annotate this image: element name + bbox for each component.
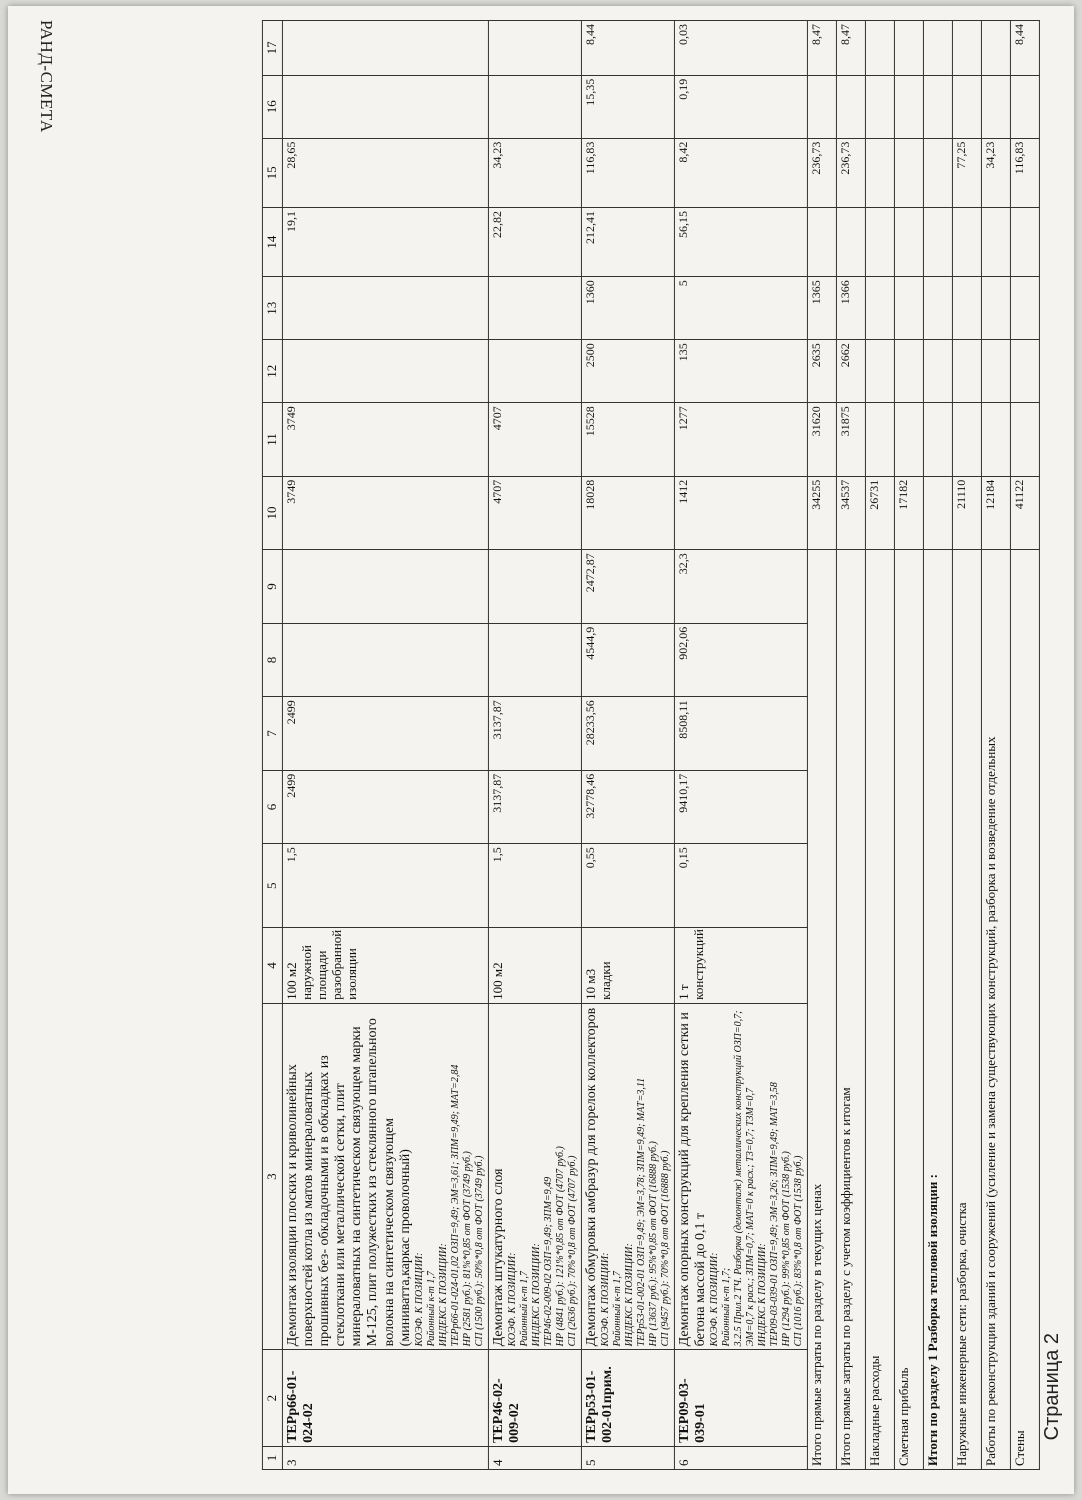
summary-value-c15 — [895, 138, 924, 207]
summary-value-c13 — [1011, 277, 1040, 340]
summary-value-c14 — [866, 207, 895, 276]
summary-value-c15 — [866, 138, 895, 207]
value-c12: 135 — [674, 340, 807, 403]
coefficient-note: СП (9457 руб.): 70%*0,8 от ФОТ (16888 руб.) — [659, 1150, 671, 1347]
coefficient-note: НР (2581 руб.): 81%*0,85 от ФОТ (3749 руб.) — [461, 1151, 473, 1347]
value-c8 — [488, 623, 581, 697]
value-c16 — [282, 75, 488, 138]
work-description — [674, 1003, 807, 1349]
summary-value-c13 — [924, 277, 953, 340]
column-number-row — [262, 21, 282, 1470]
coefficient-note: СП (2636 руб.): 70%*0,8 от ФОТ (4707 руб.) — [566, 1155, 578, 1347]
table-row — [488, 21, 581, 1470]
value-c10: 1412 — [674, 476, 807, 550]
summary-value-c10: 34537 — [837, 476, 866, 550]
document-page — [8, 6, 1074, 1494]
value-c9 — [282, 550, 488, 624]
coefficient-note: НР (4841 руб.): 121%*0,85 от ФОТ (4707 руб.) — [554, 1146, 566, 1347]
value-c8 — [282, 623, 488, 697]
value-c14: 19,1 — [282, 207, 488, 276]
rotated-content — [20, 20, 1063, 1480]
summary-value-c16 — [953, 75, 982, 138]
coefficient-note: СП (1500 руб.): 50%*0,8 от ФОТ (3749 руб.) — [473, 1155, 485, 1347]
summary-label: Итого прямые затраты по разделу в текущих ценах — [808, 550, 837, 1470]
summary-row — [953, 21, 982, 1470]
summary-value-c12 — [1011, 340, 1040, 403]
summary-label: Сметная прибыль — [895, 550, 924, 1470]
summary-value-c17: 8,47 — [808, 21, 837, 76]
value-c13: 1360 — [581, 277, 674, 340]
summary-value-c13: 1365 — [808, 277, 837, 340]
summary-label: Накладные расходы — [866, 550, 895, 1470]
summary-value-c14 — [895, 207, 924, 276]
value-c10: 18028 — [581, 476, 674, 550]
summary-value-c15: 34,23 — [982, 138, 1011, 207]
summary-value-c17 — [895, 21, 924, 76]
table-row — [674, 21, 807, 1470]
summary-value-c11 — [953, 403, 982, 477]
summary-value-c16 — [982, 75, 1011, 138]
summary-row — [1011, 21, 1040, 1470]
coefficient-note: НР (1294 руб.): 99%*0,85 от ФОТ (1538 руб.) — [781, 1151, 792, 1347]
summary-value-c15: 236,73 — [808, 138, 837, 207]
column-number-9: 9 — [262, 550, 282, 624]
summary-value-c10: 17182 — [895, 476, 924, 550]
table-row — [282, 21, 488, 1470]
summary-value-c11: 31620 — [808, 403, 837, 477]
coefficient-note: ТЕРр53-01-002-01 ОЗП=9,49; ЭМ=3,78; ЗПМ=9,49; МАТ=3,11 — [635, 1077, 647, 1347]
column-number-1: 1 — [262, 1446, 282, 1469]
summary-value-c13: 1366 — [837, 277, 866, 340]
rate-code: ТЕР09-03-039-01 — [674, 1350, 807, 1447]
summary-value-c16 — [1011, 75, 1040, 138]
value-c13 — [282, 277, 488, 340]
value-c12 — [282, 340, 488, 403]
value-c13 — [488, 277, 581, 340]
value-c16: 0,19 — [674, 75, 807, 138]
value-c9: 32,3 — [674, 550, 807, 624]
column-number-14: 14 — [262, 207, 282, 276]
value-c15: 8,42 — [674, 138, 807, 207]
value-c15: 34,23 — [488, 138, 581, 207]
summary-value-c16 — [808, 75, 837, 138]
column-number-15: 15 — [262, 138, 282, 207]
summary-value-c11: 31875 — [837, 403, 866, 477]
summary-value-c10: 26731 — [866, 476, 895, 550]
value-c11: 3749 — [282, 403, 488, 477]
summary-label: Наружные инженерные сети: разборка, очистка — [953, 550, 982, 1470]
row-number: 4 — [488, 1446, 581, 1469]
value-c8: 4544,9 — [581, 623, 674, 697]
value-c11: 4707 — [488, 403, 581, 477]
value-c13: 5 — [674, 277, 807, 340]
coefficient-note: Районный к-т 1,7 — [425, 1271, 437, 1347]
summary-value-c16 — [866, 75, 895, 138]
summary-value-c11 — [982, 403, 1011, 477]
column-number-8: 8 — [262, 623, 282, 697]
unit-of-measure: 100 м2 — [488, 928, 581, 1004]
value-c14: 22,82 — [488, 207, 581, 276]
coefficient-note: НР (13637 руб.): 95%*0,85 от ФОТ (16888 руб.) — [647, 1141, 659, 1347]
value-c6: 2499 — [282, 770, 488, 844]
value-c7: 3137,87 — [488, 697, 581, 771]
work-description — [282, 1003, 488, 1349]
summary-value-c15: 236,73 — [837, 138, 866, 207]
column-number-2: 2 — [262, 1350, 282, 1447]
summary-value-c17 — [924, 21, 953, 76]
column-number-11: 11 — [262, 403, 282, 477]
summary-value-c11 — [924, 403, 953, 477]
summary-value-c12 — [895, 340, 924, 403]
summary-value-c14 — [953, 207, 982, 276]
summary-row — [866, 21, 895, 1470]
summary-row — [808, 21, 837, 1470]
value-c7: 28233,56 — [581, 697, 674, 771]
unit-of-measure: 100 м2 наружной площади разобранной изоляции — [282, 928, 488, 1004]
coefficient-note: ИНДЕКС К ПОЗИЦИИ: — [623, 1243, 635, 1347]
row-number: 3 — [282, 1446, 488, 1469]
summary-value-c17 — [982, 21, 1011, 76]
value-c9 — [488, 550, 581, 624]
summary-value-c14 — [808, 207, 837, 276]
value-c15: 116,83 — [581, 138, 674, 207]
summary-value-c16 — [837, 75, 866, 138]
summary-label: Работы по реконструкции зданий и сооружений (усиление и замена существующих конструкций, разборка и возведение отдельных — [982, 550, 1011, 1470]
column-number-7: 7 — [262, 697, 282, 771]
quantity: 0,55 — [581, 844, 674, 928]
column-number-10: 10 — [262, 476, 282, 550]
value-c6: 3137,87 — [488, 770, 581, 844]
unit-of-measure: 1 т конструкций — [674, 928, 807, 1004]
estimate-table — [262, 20, 1040, 1470]
summary-label: Стены — [1011, 550, 1040, 1470]
work-title: Демонтаж опорных конструкций для крепления сетки и бетона массой до 0,1 т — [676, 1012, 708, 1347]
value-c6: 9410,17 — [674, 770, 807, 844]
summary-value-c14 — [837, 207, 866, 276]
column-number-5: 5 — [262, 844, 282, 928]
summary-value-c11 — [1011, 403, 1040, 477]
value-c17: 0,03 — [674, 21, 807, 76]
summary-value-c17 — [866, 21, 895, 76]
coefficient-note: ТЕРр66-01-024-01,02 ОЗП=9,49; ЭМ=3,61; ЗПМ=9,49; МАТ=2,84 — [449, 1064, 461, 1347]
value-c16 — [488, 75, 581, 138]
summary-label: Итого прямые затраты по разделу с учетом коэффициентов к итогам — [837, 550, 866, 1470]
unit-of-measure: 10 м3 кладки — [581, 928, 674, 1004]
summary-value-c12: 2635 — [808, 340, 837, 403]
coefficient-note: 3.2.5 Прил.2 ТЧ. Разборка (демонтаж) металлических конструкций ОЗП=0,7; ЭМ=0,7 к расх.; ЗПМ=0,7; МАТ=0 к расх.; Т3=0,7; Т3М=0,7 — [733, 1010, 756, 1347]
quantity: 0,15 — [674, 844, 807, 928]
value-c14: 56,15 — [674, 207, 807, 276]
table-row — [581, 21, 674, 1470]
column-number-6: 6 — [262, 770, 282, 844]
summary-value-c17 — [953, 21, 982, 76]
coefficient-note: ИНДЕКС К ПОЗИЦИИ: — [530, 1243, 542, 1347]
column-number-13: 13 — [262, 277, 282, 340]
value-c17: 8,44 — [581, 21, 674, 76]
summary-value-c10: 21110 — [953, 476, 982, 550]
column-number-3: 3 — [262, 1003, 282, 1349]
value-c12: 2500 — [581, 340, 674, 403]
summary-row — [895, 21, 924, 1470]
summary-value-c17: 8,44 — [1011, 21, 1040, 76]
summary-value-c16 — [924, 75, 953, 138]
summary-row — [982, 21, 1011, 1470]
summary-row — [924, 21, 953, 1470]
coefficient-note: КОЭФ. К ПОЗИЦИИ: — [599, 1252, 611, 1347]
summary-value-c13 — [982, 277, 1011, 340]
value-c11: 15528 — [581, 403, 674, 477]
summary-value-c12 — [866, 340, 895, 403]
value-c9: 2472,87 — [581, 550, 674, 624]
coefficient-note: ТЕР09-03-039-01 ОЗП=9,49; ЭМ=3,26; ЗПМ=9,49; МАТ=3,58 — [769, 1082, 780, 1347]
value-c10: 4707 — [488, 476, 581, 550]
summary-value-c15: 116,83 — [1011, 138, 1040, 207]
row-number: 6 — [674, 1446, 807, 1469]
summary-value-c10: 12184 — [982, 476, 1011, 550]
value-c14: 212,41 — [581, 207, 674, 276]
summary-value-c14 — [1011, 207, 1040, 276]
summary-value-c15: 77,25 — [953, 138, 982, 207]
summary-value-c10: 41122 — [1011, 476, 1040, 550]
value-c11: 1277 — [674, 403, 807, 477]
work-description — [488, 1003, 581, 1349]
document-name: РАНД-СМЕТА — [37, 20, 56, 133]
summary-value-c11 — [866, 403, 895, 477]
summary-value-c12 — [924, 340, 953, 403]
coefficient-note: ИНДЕКС К ПОЗИЦИИ: — [437, 1243, 449, 1347]
column-number-4: 4 — [262, 928, 282, 1004]
rate-code: ТЕРр53-01-002-01прим. — [581, 1350, 674, 1447]
work-title: Демонтаж обмуровки амбразур для горелок коллекторов — [583, 1007, 599, 1347]
column-number-12: 12 — [262, 340, 282, 403]
coefficient-note: ИНДЕКС К ПОЗИЦИИ: — [757, 1243, 768, 1347]
summary-value-c12 — [953, 340, 982, 403]
row-number: 5 — [581, 1446, 674, 1469]
column-number-17: 17 — [262, 21, 282, 76]
value-c7: 8508,11 — [674, 697, 807, 771]
summary-value-c12 — [982, 340, 1011, 403]
summary-value-c11 — [895, 403, 924, 477]
value-c17 — [282, 21, 488, 76]
value-c12 — [488, 340, 581, 403]
value-c8: 902,06 — [674, 623, 807, 697]
coefficient-note: Районный к-т 1,7 — [518, 1271, 530, 1347]
coefficient-note: Районный к-т 1,7; — [721, 1267, 732, 1347]
summary-value-c14 — [982, 207, 1011, 276]
value-c15: 28,65 — [282, 138, 488, 207]
work-title: Демонтаж изоляции плоских и криволинейных поверхностей котла из матов минераловатных прошивных без- обкладочными и в обкладках из стеклоткани или металлической сетки, плит минераловатных на синтетическом связующем марки М-125, плит полужестких из стеклянного штапельного волокна на синтетическом связующем (миниватта,каркас проволочный) — [284, 1018, 413, 1347]
quantity: 1,5 — [282, 844, 488, 928]
work-title: Демонтаж штукатурного слоя — [490, 1168, 506, 1347]
summary-value-c17: 8,47 — [837, 21, 866, 76]
coefficient-note: СП (1016 руб.): 83%*0,8 от ФОТ (1538 руб.) — [793, 1155, 804, 1347]
summary-value-c12: 2662 — [837, 340, 866, 403]
summary-row — [837, 21, 866, 1470]
coefficient-note: Районный к-т 1,7 — [611, 1271, 623, 1347]
summary-value-c10: 34255 — [808, 476, 837, 550]
coefficient-note: ТЕР46-02-009-02 ОЗП=9,49; ЗПМ=9,49 — [542, 1176, 554, 1347]
value-c7: 2499 — [282, 697, 488, 771]
coefficient-note: КОЭФ. К ПОЗИЦИИ: — [709, 1252, 720, 1347]
column-number-16: 16 — [262, 75, 282, 138]
value-c17 — [488, 21, 581, 76]
rate-code: ТЕР46-02-009-02 — [488, 1350, 581, 1447]
summary-value-c13 — [953, 277, 982, 340]
work-description — [581, 1003, 674, 1349]
summary-value-c13 — [895, 277, 924, 340]
summary-value-c10 — [924, 476, 953, 550]
page-number: Страница 2 — [1041, 1332, 1063, 1440]
summary-value-c13 — [866, 277, 895, 340]
value-c16: 15,35 — [581, 75, 674, 138]
value-c10: 3749 — [282, 476, 488, 550]
summary-value-c15 — [924, 138, 953, 207]
coefficient-note: КОЭФ. К ПОЗИЦИИ: — [506, 1252, 518, 1347]
summary-value-c16 — [895, 75, 924, 138]
value-c6: 32778,46 — [581, 770, 674, 844]
coefficient-note: КОЭФ. К ПОЗИЦИИ: — [413, 1252, 425, 1347]
summary-label: Итоги по разделу 1 Разборка тепловой изоляции : — [924, 550, 953, 1470]
quantity: 1,5 — [488, 844, 581, 928]
summary-value-c14 — [924, 207, 953, 276]
rate-code: ТЕРр66-01-024-02 — [282, 1350, 488, 1447]
